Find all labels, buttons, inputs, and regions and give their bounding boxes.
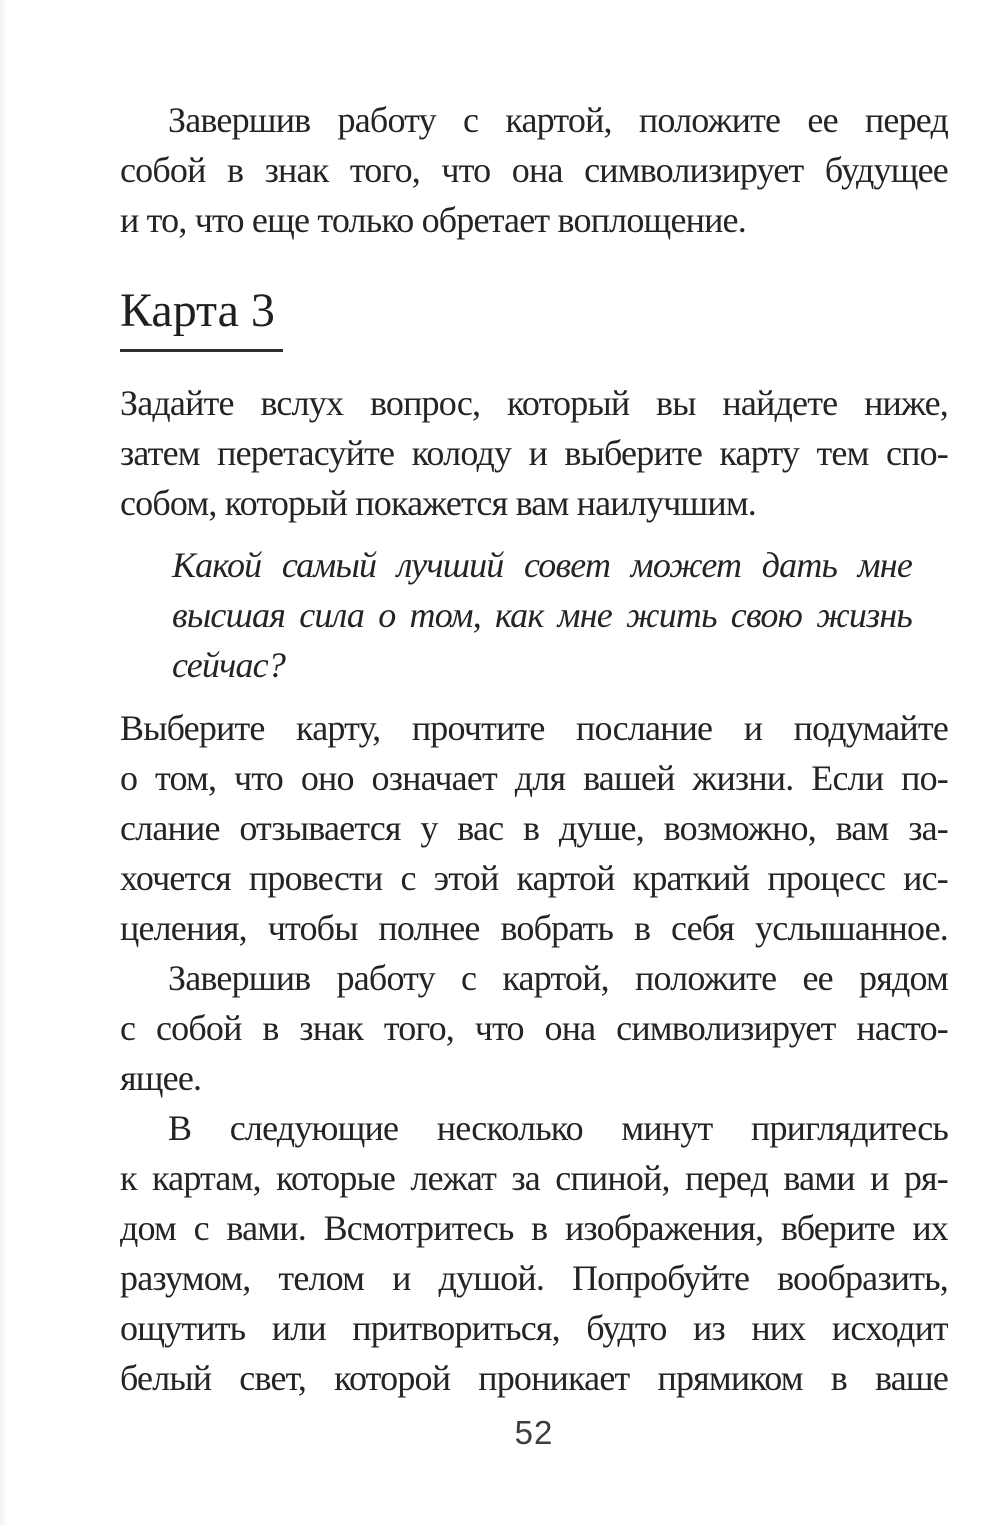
- text-line: о том, что оно означает для вашей жизни. Если по-: [120, 758, 948, 798]
- text-line: целения, чтобы полнее вобрать в себя услышанное.: [120, 908, 948, 948]
- text-line: и то, что еще только обретает воплощение.: [120, 200, 746, 240]
- paragraph-closing-present: [120, 953, 948, 1103]
- text-line: к картам, которые лежат за спиной, перед вами и ря-: [120, 1158, 948, 1198]
- text-line: дом с вами. Всмотритесь в изображения, вберите их: [120, 1208, 948, 1248]
- text-line: затем перетасуйте колоду и выберите карту тем спо-: [120, 433, 948, 473]
- text-line: ощутить или притвориться, будто из них исходит: [120, 1308, 948, 1348]
- question-quote-block: [120, 540, 948, 690]
- paragraph-instructions: [120, 378, 948, 528]
- text-line: Задайте вслух вопрос, который вы найдете ниже,: [120, 383, 948, 423]
- paragraph-visualization: [120, 1103, 948, 1403]
- section-heading: [120, 285, 948, 352]
- quote-line: сейчас?: [172, 645, 286, 685]
- section-heading-text: Карта 3: [120, 285, 283, 352]
- text-line: хочется провести с этой картой краткий процесс ис-: [120, 858, 948, 898]
- text-line: с собой в знак того, что она символизирует насто-: [120, 1008, 948, 1048]
- text-line: собом, который покажется вам наилучшим.: [120, 483, 756, 523]
- text-block: [120, 95, 948, 1453]
- text-line: В следующие несколько минут приглядитесь: [168, 1108, 948, 1148]
- text-line: белый свет, которой проникает прямиком в ваше: [120, 1358, 948, 1398]
- scan-edge-shadow: [0, 0, 8, 1525]
- quote-line: Какой самый лучший совет может дать мне: [172, 545, 912, 585]
- page-number: 52: [514, 1414, 554, 1451]
- text-line: ящее.: [120, 1058, 202, 1098]
- paragraph-closing-future: [120, 95, 948, 245]
- text-line: слание отзывается у вас в душе, возможно, вам за-: [120, 808, 948, 848]
- text-line: собой в знак того, что она символизирует будущее: [120, 150, 948, 190]
- text-line: Завершив работу с картой, положите ее перед: [168, 100, 948, 140]
- text-line: разумом, телом и душой. Попробуйте вообразить,: [120, 1258, 948, 1298]
- text-line: Завершив работу с картой, положите ее рядом: [168, 958, 948, 998]
- paragraph-choose-card: [120, 703, 948, 953]
- text-line: Выберите карту, прочтите послание и подумайте: [120, 708, 948, 748]
- quote-line: высшая сила о том, как мне жить свою жизнь: [172, 595, 912, 635]
